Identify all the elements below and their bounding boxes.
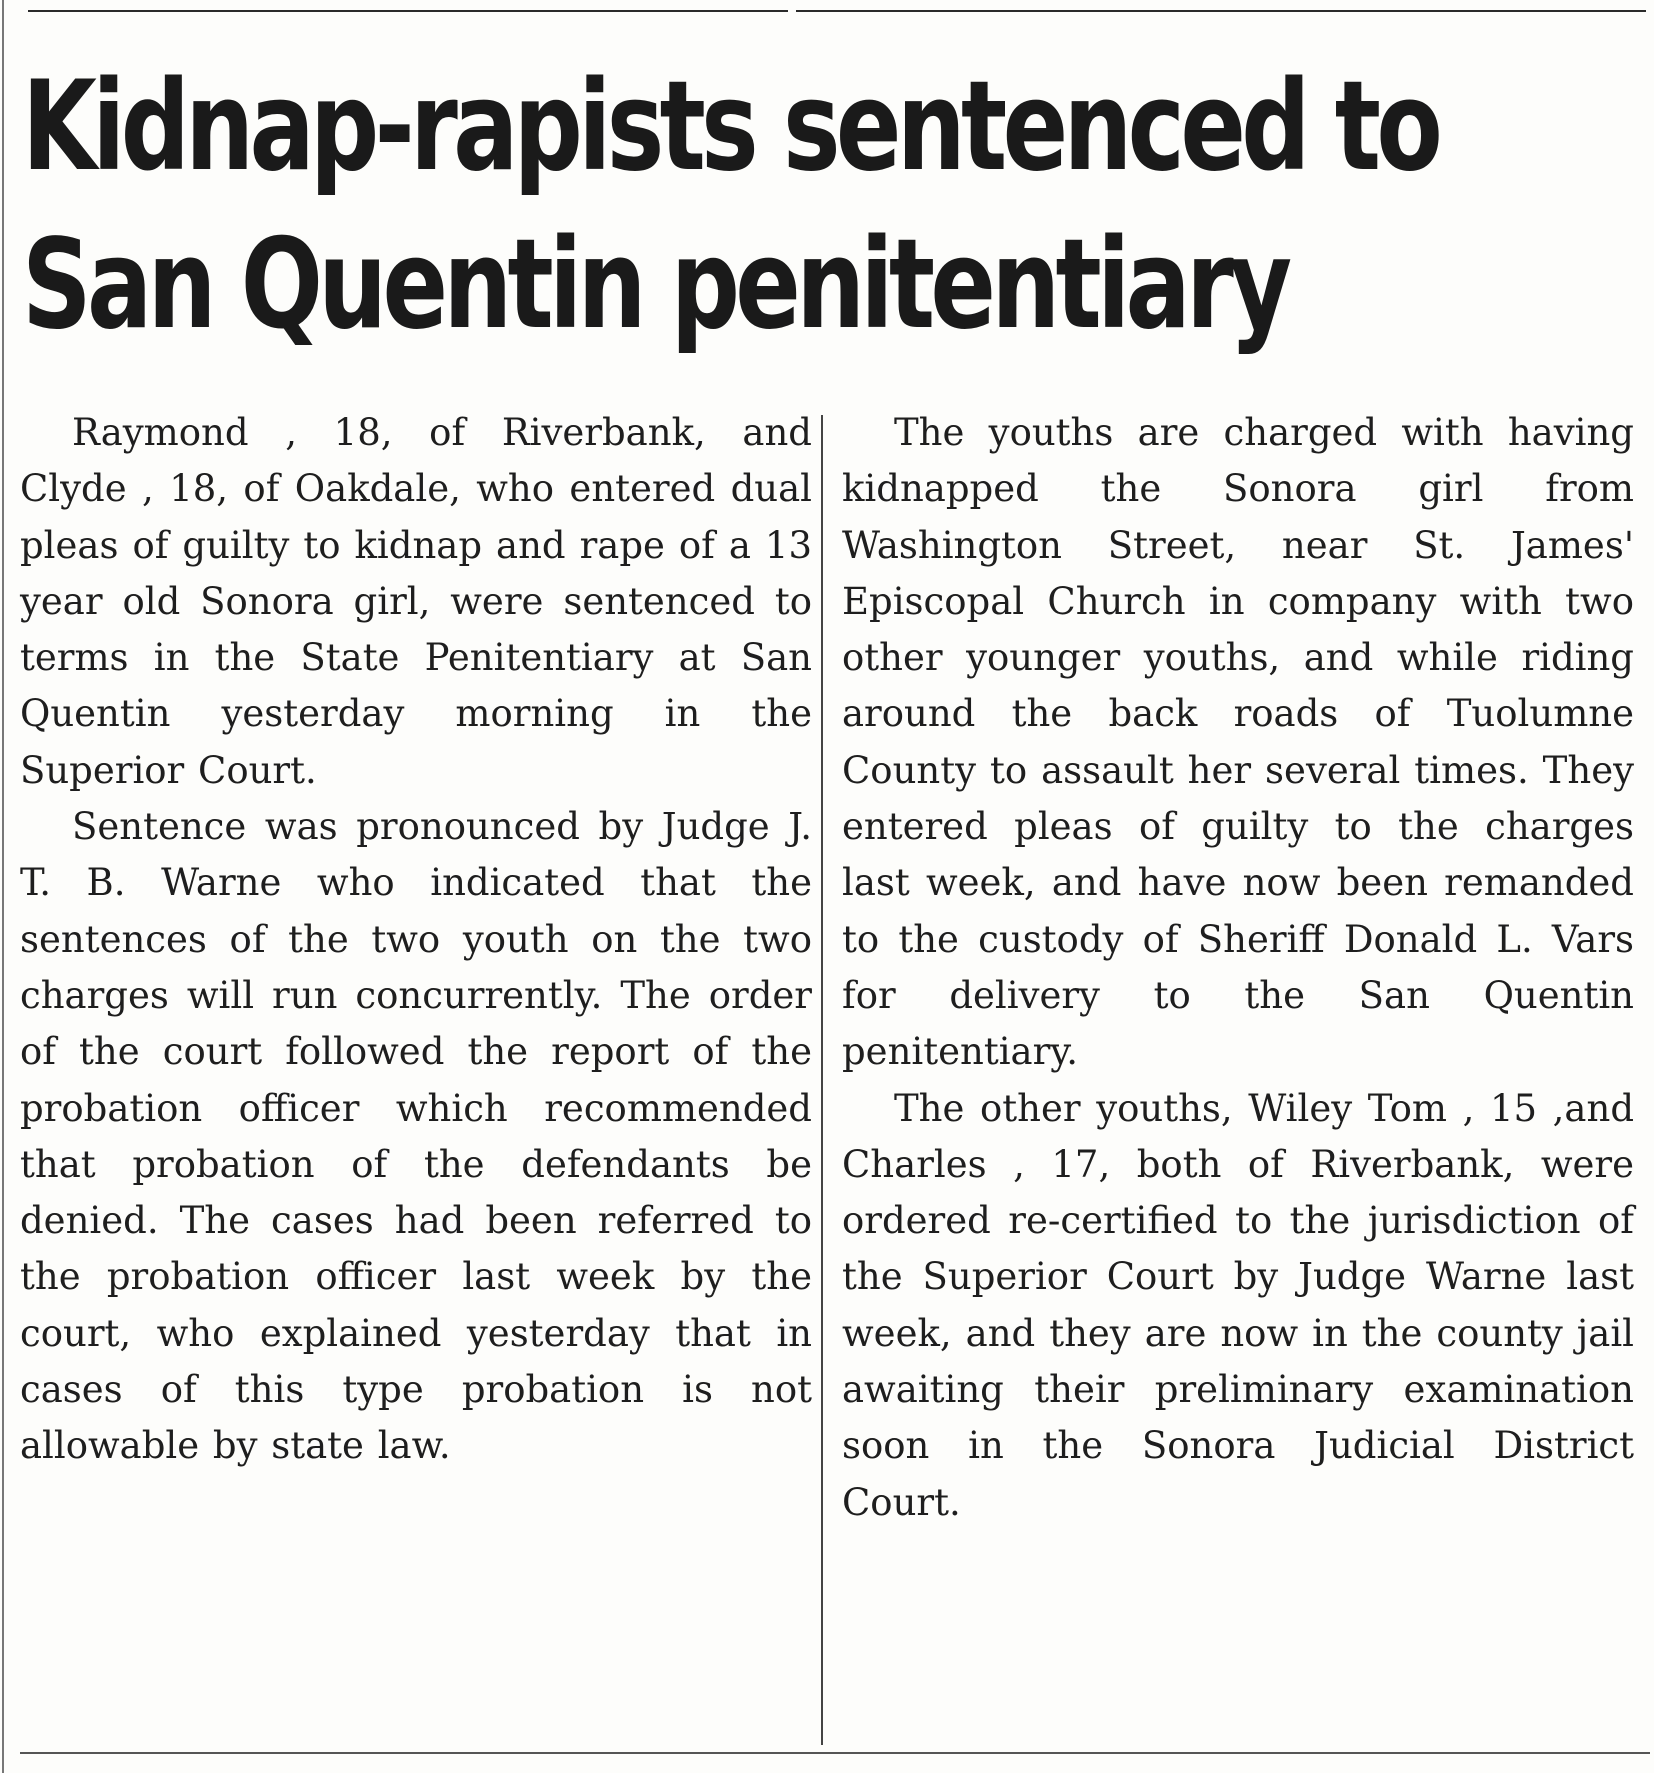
headline-line-1: Kidnap-rapists sentenced to xyxy=(22,55,1439,199)
headline-line-2: San Quentin penitentiary xyxy=(22,213,1288,357)
right-paragraph-1: The youths are charged with having kidnapped the Sonora girl from Washington Street, near St. James' Episcopal Church in company with two other younger youths, and while riding around the back roads of Tuolumne County to assault her several times. They entered pleas of guilty to the charges last week, and have now been remanded to the custody of Sheriff Donald L. Vars for delivery to the San Quentin penitentiary. xyxy=(842,411,1634,1074)
column-divider xyxy=(821,415,823,1745)
right-paragraph-2: The other youths, Wiley Tom , 15 ,and Charles , 17, both of Riverbank, were ordered re-certified to the jurisdiction of the Superior Court by Judge Warne last week, and they are now in the county jail awaiting their preliminary examination soon in the Sonora Judicial District Court. xyxy=(842,1086,1634,1524)
left-paragraph-2: Sentence was pronounced by Judge J. T. B. Warne who indicated that the sentences of the two youth on the two charges will run concurrently. The order of the court followed the report of the probation officer which recommended that probation of the defendants be denied. The cases had been referred to the probation officer last week by the court, who explained yesterday that in cases of this type probation is not allowable by state law. xyxy=(20,805,812,1468)
clipping-left-edge xyxy=(2,0,4,1773)
right-column xyxy=(842,405,1634,1531)
top-rule-right xyxy=(796,10,1646,12)
bottom-rule xyxy=(20,1752,1650,1754)
left-column xyxy=(20,405,812,1475)
headline xyxy=(22,48,1439,364)
top-rule-left xyxy=(28,10,788,12)
left-paragraph-1: Raymond , 18, of Riverbank, and Clyde , 18, of Oakdale, who entered dual pleas of guilty to kidnap and rape of a 13 year old Sonora girl, were sentenced to terms in the State Penitentiary at San Quentin yesterday morning in the Superior Court. xyxy=(20,411,812,792)
